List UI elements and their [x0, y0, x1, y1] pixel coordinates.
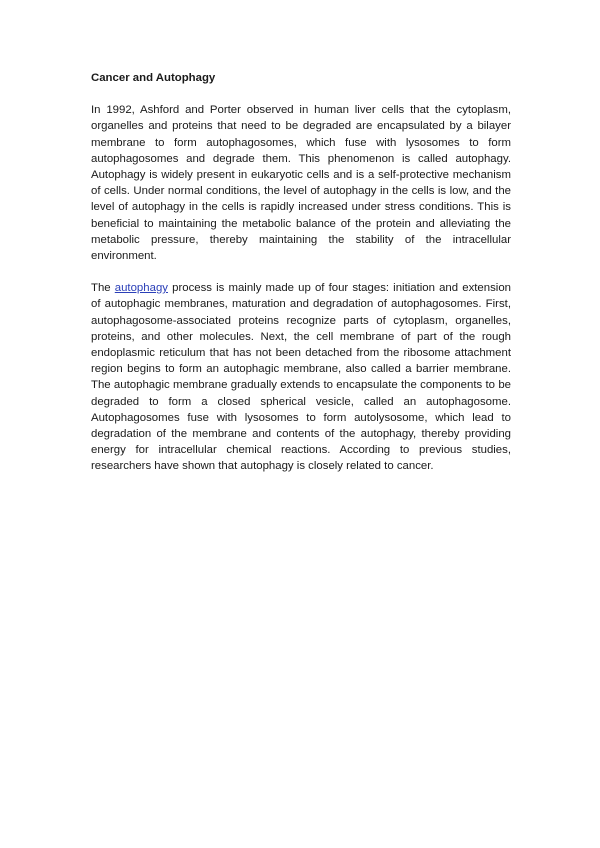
paragraph-stages-text: process is mainly made up of four stages: initiation and extension of autophagic membranes, maturation and degradation of autophagosomes. First, autophagosome-associated proteins recognize parts of cytoplasm, organelles, proteins, and other molecules. Next, the cell membrane of part of the rough endoplasmic reticulum that has not been detached from the ribosome attachment region begins to form an autophagic membrane, also called a barrier membrane. The autophagic membrane gradually extends to encapsulate the components to be degraded to form a closed spherical vesicle, called an autophagosome. Autophagosomes fuse with lysosomes to form autolysosome, which lead to degradation of the membrane and contents of the autophagy, thereby providing energy for intracellular chemical reactions. According to previous studies, researchers have shown that autophagy is closely related to cancer. [91, 282, 511, 473]
document-title: Cancer and Autophagy [91, 72, 216, 84]
document-body [91, 70, 511, 491]
paragraph-stages [91, 280, 511, 474]
autophagy-link[interactable]: autophagy [114, 282, 168, 295]
paragraph-stages-prefix: The [91, 282, 115, 295]
paragraph-intro: In 1992, Ashford and Porter observed in human liver cells that the cytoplasm, organelles and proteins that need to be degraded are encapsulated by a bilayer membrane to form autophagosomes, which fuse with lysosomes to form autophagosomes and degrade them. This phenomenon is called autophagy. Autophagy is widely present in eukaryotic cells and is a self-protective mechanism of cells. Under normal conditions, the level of autophagy in the cells is low, and the level of autophagy in the cells is rapidly increased under stress conditions. This is beneficial to maintaining the metabolic balance of the protein and alleviating the metabolic pressure, thereby maintaining the stability of the intracellular environment. [91, 104, 511, 263]
